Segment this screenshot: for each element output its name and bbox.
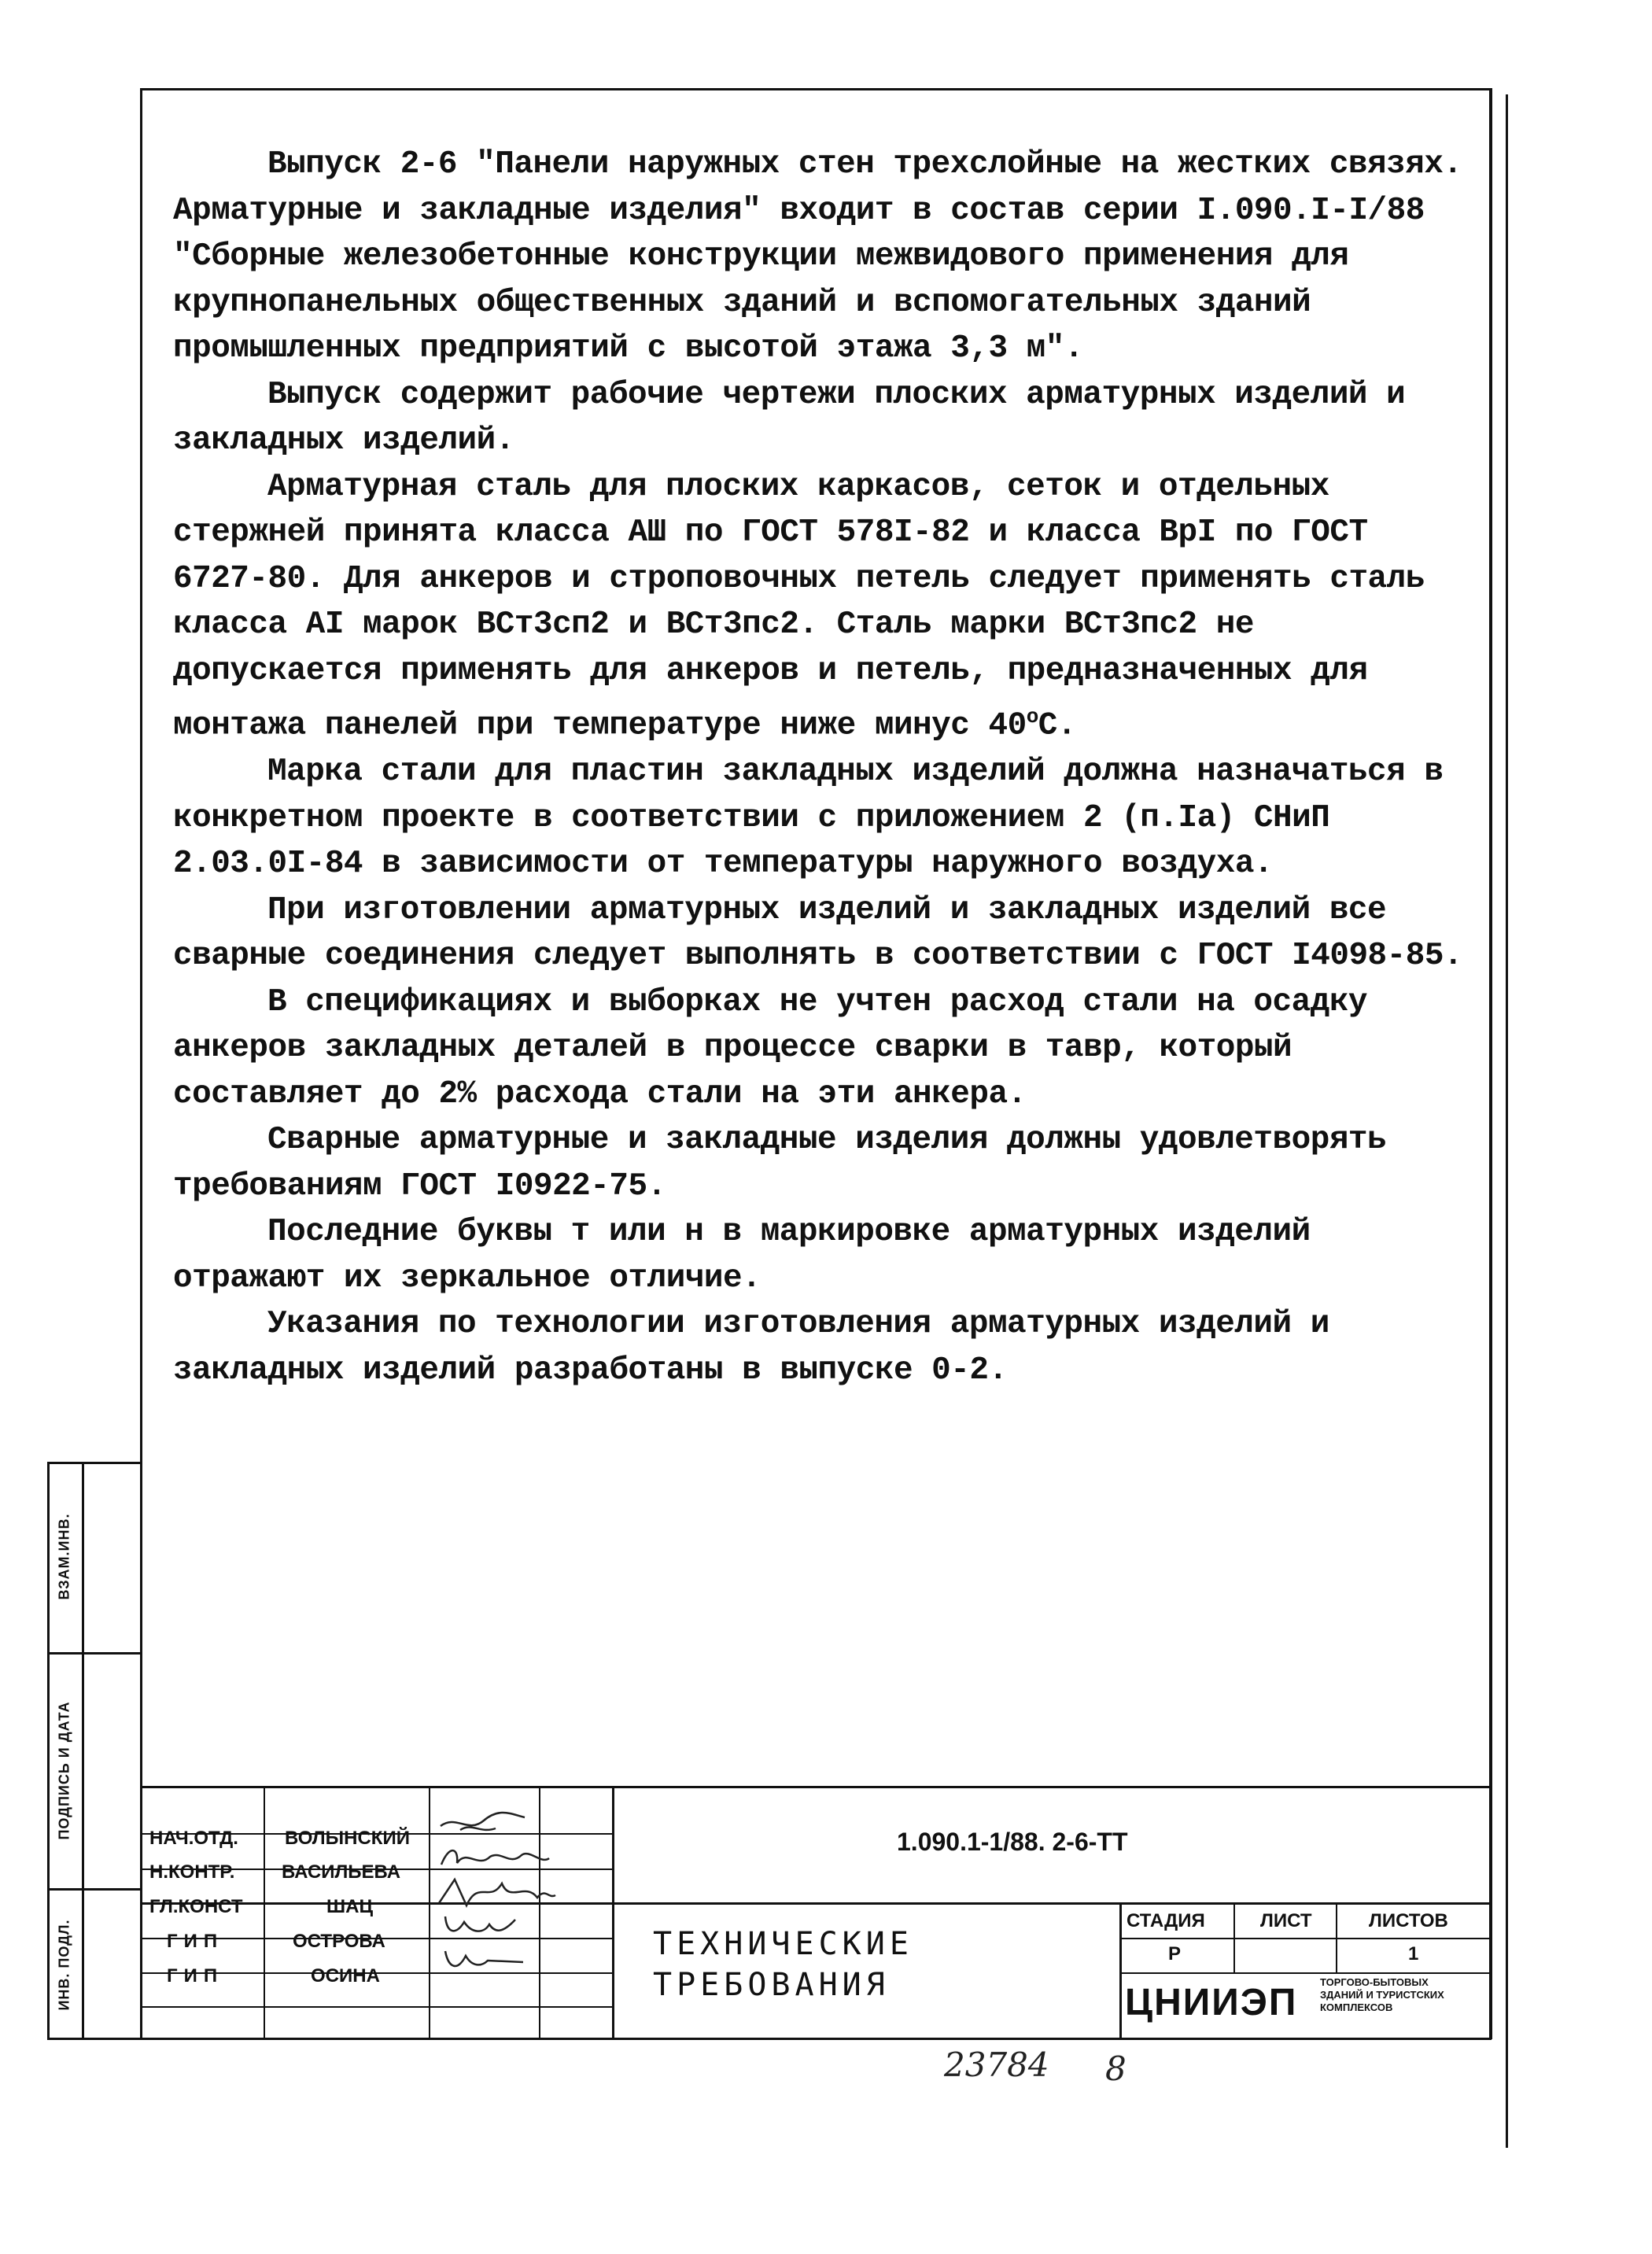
role-3: ГЛ.КОНСТ (149, 1896, 243, 1917)
signature-4 (441, 1910, 519, 1942)
paragraph-5: При изготовлении арматурных изделий и закладных изделий все сварные соединения следует выполнять в соответствии с ГОСТ I4098-85. (173, 891, 1463, 975)
frame-left (140, 88, 142, 2039)
frame-right-outer (1506, 94, 1508, 2148)
side-strip-top (47, 1462, 142, 1464)
name-1: ВОЛЫНСКИЙ (285, 1828, 410, 1849)
paragraph-7: Сварные арматурные и закладные изделия должны удовлетворять требованиям ГОСТ I0922-75. (173, 1122, 1387, 1204)
side-label-inv: ИНВ. ПОДЛ. (56, 1919, 72, 2011)
side-strip-left (47, 1462, 50, 2040)
stage-value: Р (1168, 1943, 1182, 1964)
paragraph-4: Марка стали для пластин закладных изделий должна назначаться в конкретном проекте в соответствии с приложением 2 (п.Iа) СНиП 2.03.0I-84 в зависимости от температуры наружного воздуха. (173, 754, 1444, 883)
inventory-number: 23784 (944, 2046, 1049, 2084)
signature-5 (441, 1945, 527, 1975)
role-1: НАЧ.ОТД. (149, 1828, 238, 1849)
name-3: ШАЦ (326, 1896, 373, 1917)
sheet-header: ЛИСТ (1260, 1910, 1312, 1931)
frame-top (140, 88, 1492, 90)
document-code: 1.090.1-1/88. 2-6-ТТ (897, 1828, 1128, 1856)
role-4: ГИП (167, 1931, 224, 1952)
sheet-title-line-2: ТРЕБОВАНИЯ (653, 1967, 890, 2003)
name-5: ОСИНА (311, 1965, 380, 1987)
role-5: ГИП (167, 1965, 224, 1987)
paragraph-3: Арматурная сталь для плоских каркасов, сеток и отдельных стержней принята класса АШ по ГОСТ 578I-82 и класса ВрI по ГОСТ 6727-80. Для анкеров и строповочных петель следует применять сталь класса АI марок ВСт3сп2 и ВСт3пс2. Сталь марки ВСт3пс2 не допускается применять для анкеров и петель, предназначенных для монтажа панелей при температуре ниже минус $40^оС$. (173, 468, 1425, 744)
paragraph-6: В спецификациях и выборках не учтен расход стали на осадку анкеров закладных деталей в процессе сварки в тавр, который составляет до 2% расхода стали на эти анкера. (173, 983, 1368, 1112)
signature-3 (431, 1876, 557, 1909)
frame-right (1489, 88, 1492, 2039)
paragraph-2: Выпуск содержит рабочие чертежи плоских арматурных изделий и закладных изделий. (173, 376, 1406, 459)
name-2: ВАСИЛЬЕВА (282, 1861, 401, 1883)
page-number: 8 (1105, 2049, 1127, 2088)
signature-2 (435, 1841, 553, 1874)
role-2: Н.КОНТР. (149, 1861, 235, 1883)
sheets-value: 1 (1408, 1943, 1419, 1964)
stage-header: СТАДИЯ (1127, 1910, 1205, 1931)
body-text (173, 142, 1463, 1393)
sheet-title-line-1: ТЕХНИЧЕСКИЕ (653, 1926, 913, 1962)
paragraph-1: Выпуск 2-6 "Панели наружных стен трехслойные на жестких связях. Арматурные и закладные изделия" входит в состав серии I.090.I-I/88 "Сборные железобетонные конструкции межвидового применения для крупнопанельных общественных зданий и вспомогательных зданий промышленных предприятий с высотой этажа 3,3 м". (173, 146, 1462, 367)
organization-name: ЦНИИЭП (1125, 1982, 1298, 2023)
organization-subtitle: ТОРГОВО-БЫТОВЫХ ЗДАНИЙ И ТУРИСТСКИХ КОМПЛЕКСОВ (1320, 1976, 1444, 2013)
side-label-podpis: ПОДПИСЬ И ДАТА (56, 1701, 72, 1840)
side-strip-div1 (47, 1652, 142, 1655)
paragraph-8: Последние буквы т или н в маркировке арматурных изделий отражают их зеркальное отличие. (173, 1214, 1311, 1297)
name-4: ОСТРОВА (293, 1931, 385, 1952)
side-label-vzam: ВЗАМ.ИНВ. (56, 1513, 72, 1600)
side-strip-mid (82, 1462, 84, 2040)
paragraph-9: Указания по технологии изготовления арматурных изделий и закладных изделий разработаны в выпуске 0-2. (173, 1306, 1329, 1389)
signature-1 (437, 1806, 531, 1838)
sheets-header: ЛИСТОВ (1369, 1910, 1448, 1931)
